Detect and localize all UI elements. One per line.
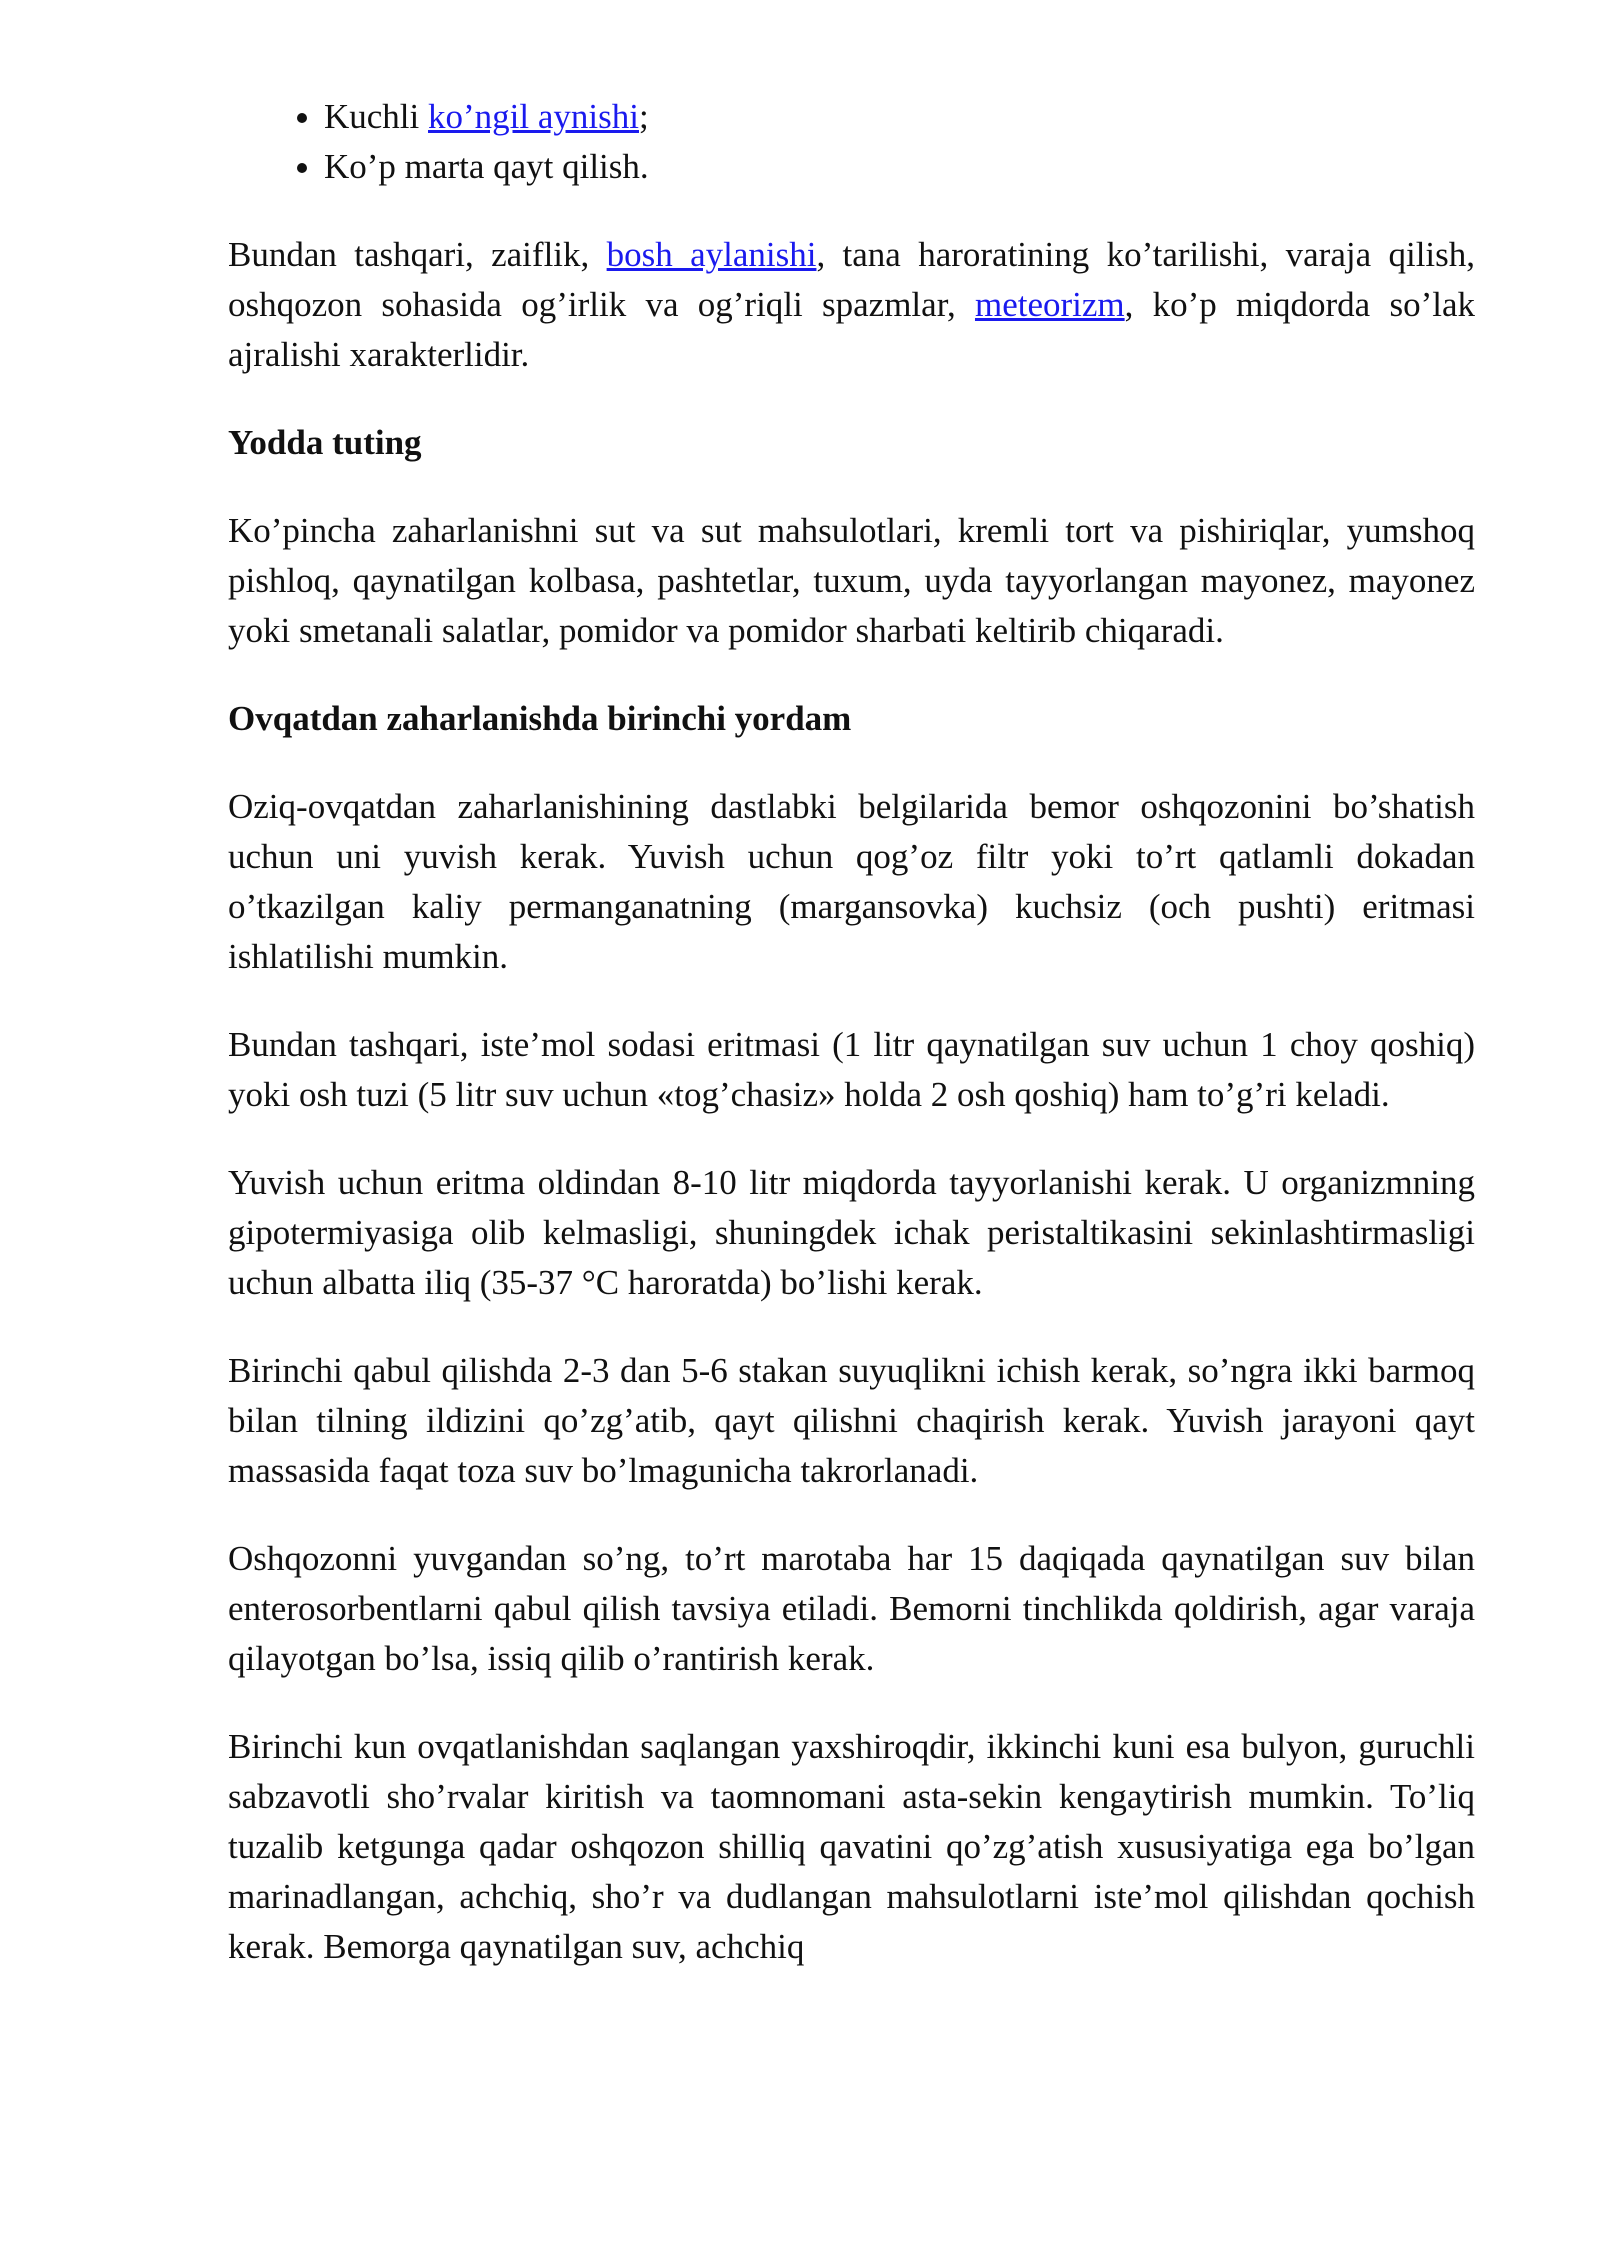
paragraph: Yuvish uchun eritma oldindan 8-10 litr miqdorda tayyorlanishi kerak. U organizmning gipotermiyasiga olib kelmasligi, shuningdek ichak peristaltikasini sekinlashtirmasligi uchun albatta iliq (35-37 °C haroratda) bo’lishi kerak. bbox=[228, 1163, 1475, 1302]
text-run: Bundan tashqari, zaiflik, bbox=[228, 235, 607, 274]
link-bosh-aylanishi[interactable]: bosh aylanishi bbox=[606, 235, 817, 274]
heading-first-aid: Ovqatdan zaharlanishda birinchi yordam bbox=[228, 699, 852, 738]
heading-yodda-tuting: Yodda tuting bbox=[228, 423, 422, 462]
symptom-list bbox=[228, 92, 1475, 192]
paragraph: Birinchi kun ovqatlanishdan saqlangan yaxshiroqdir, ikkinchi kuni esa bulyon, guruchli sabzavotli sho’rvalar kiritish va taomnomani asta-sekin kengaytirish mumkin. To’liq tuzalib ketgunga qadar oshqozon shilliq qavatini qo’zg’atish xususiyatiga ega bo’lgan marinadlangan, achchiq, sho’r va dudlangan mahsulotlarni iste’mol qilishdan qochish kerak. Bemorga qaynatilgan suv, achchiq bbox=[228, 1727, 1475, 1966]
paragraph: Oziq-ovqatdan zaharlanishining dastlabki belgilarida bemor oshqozonini bo’shatish uchun uni yuvish kerak. Yuvish uchun qog’oz filtr yoki to’rt qatlamli dokadan o’tkazilgan kaliy permanganatning (margansovka) kuchsiz (och pushti) eritmasi ishlatilishi mumkin. bbox=[228, 787, 1475, 976]
list-item-text: Kuchli bbox=[324, 97, 429, 136]
list-item-punctuation: ; bbox=[638, 97, 649, 136]
paragraph: Birinchi qabul qilishda 2-3 dan 5-6 stakan suyuqlikni ichish kerak, so’ngra ikki barmoq bilan tilning ildizini qo’zg’atib, qayt qilishni chaqirish kerak. Yuvish jarayoni qayt massasida faqat toza suv bo’lmagunicha takrorlanadi. bbox=[228, 1351, 1475, 1490]
paragraph-foods: Ko’pincha zaharlanishni sut va sut mahsulotlari, kremli tort va pishiriqlar, yumshoq pishloq, qaynatilgan kolbasa, pashtetlar, tuxum, uyda tayyorlangan mayonez, mayonez yoki smetanali salatlar, pomidor va pomidor sharbati keltirib chiqaradi. bbox=[228, 511, 1475, 650]
link-meteorizm[interactable]: meteorizm bbox=[974, 285, 1125, 324]
list-item bbox=[324, 92, 1475, 142]
text-run: , tana haroratining ko’tarilishi, varaja qilish, oshqozon sohasida og’irlik va og’riqli spazmlar, bbox=[228, 235, 1476, 324]
paragraph-symptoms bbox=[228, 230, 1475, 380]
paragraph: Bundan tashqari, iste’mol sodasi eritmasi (1 litr qaynatilgan suv uchun 1 choy qoshiq) yoki osh tuzi (5 litr suv uchun «tog’chasiz» holda 2 osh qoshiq) ham to’g’ri keladi. bbox=[228, 1025, 1475, 1114]
text-run: , ko’p miqdorda so’lak ajralishi xarakterlidir. bbox=[228, 285, 1475, 374]
list-item: • Ko’p marta qayt qilish. bbox=[324, 142, 1475, 192]
paragraph: Oshqozonni yuvgandan so’ng, to’rt marotaba har 15 daqiqada qaynatilgan suv bilan enterosorbentlarni qabul qilish tavsiya etiladi. Bemorni tinchlikda qoldirish, agar varaja qilayotgan bo’lsa, issiq qilib o’rantirish kerak. bbox=[228, 1539, 1475, 1678]
link-kongil-aynishi[interactable]: ko’ngil aynishi bbox=[428, 97, 639, 136]
